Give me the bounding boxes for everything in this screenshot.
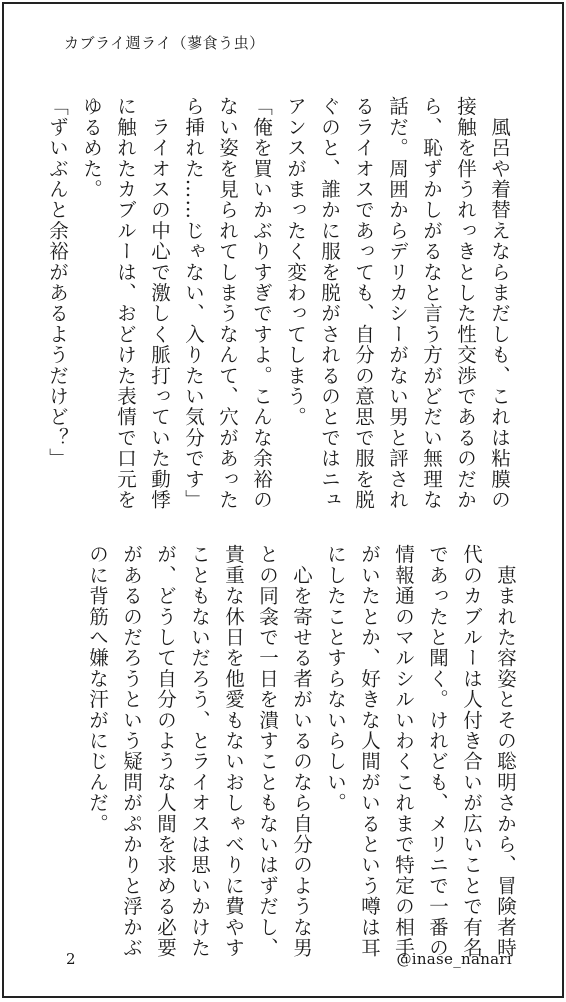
text-line: ゆるめた。 xyxy=(80,96,103,200)
text-line: アンスがまったく変わってしまう。 xyxy=(284,96,307,428)
text-line: 恵まれた容姿とその聡明さから、冒険者時 xyxy=(494,544,517,958)
text-line: であったと聞く。けれども、メリニで一番の xyxy=(426,544,449,958)
text-line: のに背筋へ嫌な汗がにじんだ。 xyxy=(86,544,109,834)
author-handle: @inase_nanari xyxy=(396,950,512,968)
text-line: がいたとか、好きな人間がいるという噂は耳 xyxy=(358,544,381,958)
lower-text-block xyxy=(80,544,522,958)
text-line: 貴重な休日を他愛もないおしゃべりに費やす xyxy=(222,544,245,958)
text-line: ない姿を見られてしまうなんて、穴があった xyxy=(216,96,239,510)
page-number: 2 xyxy=(66,950,76,968)
text-line: 話だ。周囲からデリカシーがない男と評され xyxy=(386,96,409,510)
text-line: に触れたカブルーは、おどけた表情で口元を xyxy=(114,96,137,510)
text-line: 情報通のマルシルいわくこれまで特定の相手 xyxy=(392,544,415,958)
text-line: があるのだろうという疑問がぷかりと浮かぶ xyxy=(120,544,143,958)
text-line: にしたことすらないらしい。 xyxy=(324,544,347,814)
text-line: こともないだろう、とライオスは思いかけた xyxy=(188,544,211,958)
upper-text-block xyxy=(40,96,516,510)
text-line: ら、恥ずかしがるなと言う方がどだい無理な xyxy=(420,96,443,510)
text-line: 「俺を買いかぶりすぎですよ。こんな余裕の xyxy=(250,96,273,510)
text-line: ら挿れた……じゃない、入りたい気分です」 xyxy=(182,96,205,510)
text-line: が、どうして自分のような人間を求める必要 xyxy=(154,544,177,958)
page xyxy=(2,2,564,998)
page-title: カブライ週ライ（蓼食う虫） xyxy=(64,34,265,52)
text-line: 代のカブルーは人付き合いが広いことで有名 xyxy=(460,544,483,958)
text-line: ぐのと、誰かに服を脱がされるのとではニュ xyxy=(318,96,341,510)
text-line: 風呂や着替えならまだしも、これは粘膜の xyxy=(488,96,511,510)
text-line: 接触を伴うれっきとした性交渉であるのだか xyxy=(454,96,477,510)
text-line: との同衾で一日を潰すこともないはずだし、 xyxy=(256,544,279,958)
text-line: 「ずいぶんと余裕があるようだけど？」 xyxy=(46,96,69,469)
text-line: 心を寄せる者がいるのなら自分のような男 xyxy=(290,544,313,958)
text-line: るライオスであっても、自分の意思で服を脱 xyxy=(352,96,375,510)
text-line: ライオスの中心で激しく脈打っていた動悸 xyxy=(148,96,171,510)
